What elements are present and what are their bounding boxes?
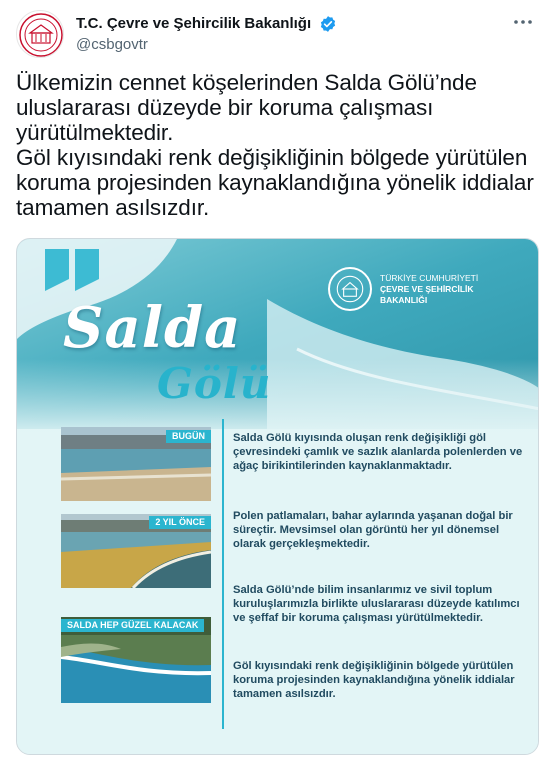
divider-line xyxy=(222,419,224,729)
title-salda: Salda xyxy=(63,295,242,361)
info-text-1: Salda Gölü kıyısında oluşan renk değişikliği göl çevresindeki çamlık ve sazlık alanlarda polenlerden ve ağaç birikintilerinden kaynaklanmaktadır. xyxy=(233,432,523,472)
display-name[interactable]: T.C. Çevre ve Şehircilik Bakanlığı xyxy=(76,15,312,32)
more-options-icon[interactable] xyxy=(511,10,535,34)
info-text-4: Göl kıyısındaki renk değişikliğinin bölgede yürütülen koruma projesinden kaynaklandığına yönelik iddialar tamamen asılsızdır. xyxy=(233,660,515,700)
info-text-3: Salda Gölü’nde bilim insanlarımız ve sivil toplum kuruluşlarımızla birlikte uluslararası düzeyde katılımcı ve şeffaf bir koruma çalışması yürütülmektedir. xyxy=(233,584,520,624)
tweet-text: Ülkemizin cennet köşelerinden Salda Gölü’nde uluslararası düzeyde bir koruma çalışması yürütülmektedir. Göl kıyısındaki renk değişikliğinin bölgede yürütülen koruma projesinden kaynaklandığına yönelik iddialar tamamen asılsızdır. xyxy=(16,70,534,220)
label-salda-forever: SALDA HEP GÜZEL KALACAK xyxy=(61,619,204,632)
photo-two-years-ago xyxy=(61,514,211,588)
title-golu: Gölü xyxy=(157,359,272,408)
tweet-header xyxy=(16,10,539,58)
ministry-line-3: BAKANLIĞI xyxy=(380,295,428,305)
ministry-emblem-icon xyxy=(328,267,372,311)
ministry-logo xyxy=(328,267,508,313)
ministry-line-1: TÜRKİYE CUMHURİYETİ xyxy=(380,273,479,283)
verified-badge-icon xyxy=(319,15,337,33)
ministry-seal-icon xyxy=(17,11,64,58)
photo-salda-forever xyxy=(61,617,211,703)
label-today: BUGÜN xyxy=(166,430,211,443)
ministry-line-2: ÇEVRE VE ŞEHİRCİLİK xyxy=(380,284,474,294)
info-text-2: Polen patlamaları, bahar aylarında yaşanan doğal bir süreçtir. Mevsimsel olan görüntü her yıl dönemsel olarak gerçekleşmektedir. xyxy=(233,510,513,550)
avatar[interactable] xyxy=(16,10,64,58)
label-two-years-ago: 2 YIL ÖNCE xyxy=(149,516,211,529)
handle[interactable]: @csbgovtr xyxy=(76,36,148,53)
infographic-image[interactable] xyxy=(16,238,539,755)
photo-today xyxy=(61,427,211,501)
